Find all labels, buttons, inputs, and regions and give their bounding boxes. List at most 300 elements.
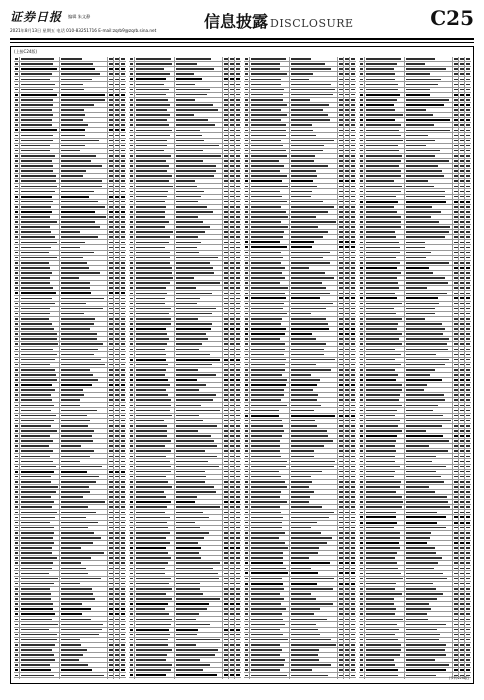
- cell-text-block: [61, 440, 93, 442]
- cell-text-block: [21, 323, 52, 325]
- table-cell: [290, 296, 338, 300]
- cell-text-block: [121, 99, 125, 101]
- cell-text-block: [291, 410, 314, 412]
- cell-text-block: [121, 675, 125, 677]
- table-cell: [120, 256, 126, 260]
- table-cell: [60, 393, 108, 397]
- cell-text-block: [224, 262, 228, 264]
- table-cell: [120, 327, 126, 331]
- table-cell: [350, 230, 356, 234]
- cell-text-block: [130, 221, 133, 223]
- cell-text-block: [15, 557, 18, 559]
- table-cell: [20, 393, 60, 397]
- cell-text-block: [339, 135, 343, 137]
- cell-text-block: [224, 343, 228, 345]
- cell-text-block: [339, 114, 343, 116]
- cell-text-block: [21, 303, 55, 305]
- cell-text-block: [15, 99, 18, 101]
- cell-text-block: [130, 104, 133, 106]
- table-cell: [20, 617, 60, 621]
- table-cell: [60, 337, 108, 341]
- cell-text-block: [136, 573, 165, 575]
- cell-text-block: [345, 175, 349, 177]
- table-cell: [175, 312, 223, 316]
- table-cell: [135, 154, 175, 158]
- table-cell: [290, 88, 338, 92]
- table-cell: [175, 225, 223, 229]
- table-cell: [120, 342, 126, 346]
- cell-text-block: [230, 619, 234, 621]
- table-cell: [250, 67, 290, 71]
- table-cell: [135, 189, 175, 193]
- table-cell: [135, 184, 175, 188]
- table-cell: [235, 577, 241, 581]
- cell-text-block: [339, 145, 343, 147]
- cell-text-block: [109, 145, 113, 147]
- cell-text-block: [230, 94, 234, 96]
- cell-text-block: [15, 629, 18, 631]
- table-cell: [350, 454, 356, 458]
- table-cell: [60, 408, 108, 412]
- cell-text-block: [136, 583, 169, 585]
- cell-text-block: [21, 405, 54, 407]
- cell-text-block: [251, 410, 279, 412]
- cell-text-block: [61, 287, 90, 289]
- table-cell: [120, 210, 126, 214]
- cell-text-block: [130, 654, 133, 656]
- table-cell: [20, 235, 60, 239]
- cell-text-block: [236, 135, 240, 137]
- cell-text-block: [136, 293, 167, 295]
- cell-text-block: [136, 160, 166, 162]
- table-cell: [235, 342, 241, 346]
- cell-text-block: [224, 216, 228, 218]
- cell-text-block: [291, 262, 330, 264]
- table-cell: [235, 358, 241, 362]
- cell-text-block: [236, 649, 240, 651]
- dateline: 2021年8月13日 星期五 电话 010-83251716 E-mail:zqrb9@zqrb.sina.net: [10, 28, 157, 33]
- table-cell: [135, 408, 175, 412]
- cell-text-block: [245, 415, 248, 417]
- cell-text-block: [230, 481, 234, 483]
- table-cell: [235, 220, 241, 224]
- table-cell: [135, 103, 175, 107]
- cell-text-block: [230, 501, 234, 503]
- table-cell: [175, 220, 223, 224]
- cell-text-block: [176, 522, 195, 524]
- cell-text-block: [130, 99, 133, 101]
- table-cell: [20, 62, 60, 66]
- cell-text-block: [230, 476, 234, 478]
- cell-text-block: [109, 211, 113, 213]
- cell-text-block: [245, 425, 248, 427]
- cell-text-block: [136, 389, 166, 391]
- table-cell: [120, 378, 126, 382]
- table-cell: [135, 368, 175, 372]
- cell-text-block: [351, 216, 355, 218]
- table-row: [129, 678, 241, 679]
- table-cell: [60, 571, 108, 575]
- cell-text-block: [21, 277, 50, 279]
- cell-text-block: [176, 374, 216, 376]
- cell-text-block: [291, 191, 312, 193]
- cell-text-block: [130, 674, 133, 676]
- table-cell: [120, 607, 126, 611]
- cell-text-block: [291, 328, 329, 330]
- cell-text-block: [61, 63, 93, 65]
- cell-text-block: [115, 445, 119, 447]
- cell-text-block: [236, 186, 240, 188]
- table-cell: [60, 118, 108, 122]
- table-cell: [60, 88, 108, 92]
- cell-text-block: [115, 114, 119, 116]
- cell-text-block: [136, 175, 172, 177]
- cell-text-block: [21, 104, 53, 106]
- cell-text-block: [15, 568, 18, 570]
- cell-text-block: [130, 669, 133, 671]
- cell-text-block: [15, 639, 18, 641]
- cell-text-block: [230, 379, 234, 381]
- cell-text-block: [130, 318, 133, 320]
- cell-text-block: [109, 369, 113, 371]
- table-cell: [175, 571, 223, 575]
- table-cell: [135, 658, 175, 662]
- cell-text-block: [224, 649, 228, 651]
- cell-text-block: [61, 354, 94, 356]
- cell-text-block: [230, 303, 234, 305]
- cell-text-block: [115, 562, 119, 564]
- cell-text-block: [21, 466, 56, 468]
- table-cell: [20, 164, 60, 168]
- cell-text-block: [224, 354, 228, 356]
- table-cell: [290, 261, 338, 265]
- cell-text-block: [291, 150, 323, 152]
- cell-text-block: [236, 333, 240, 335]
- cell-text-block: [291, 323, 328, 325]
- cell-text-block: [115, 333, 119, 335]
- cell-text-block: [176, 236, 198, 238]
- cell-text-block: [61, 170, 86, 172]
- cell-text-block: [339, 369, 343, 371]
- table-cell: [290, 72, 338, 76]
- cell-text-block: [15, 140, 18, 142]
- cell-text-block: [121, 63, 125, 65]
- table-cell: [250, 317, 290, 321]
- table-cell: [135, 521, 175, 525]
- cell-text-block: [224, 603, 228, 605]
- cell-text-block: [345, 140, 349, 142]
- cell-text-block: [251, 84, 281, 86]
- cell-text-block: [130, 420, 133, 422]
- cell-text-block: [230, 196, 234, 198]
- cell-text-block: [236, 170, 240, 172]
- table-cell: [120, 393, 126, 397]
- cell-text-block: [109, 282, 113, 284]
- table-cell: [290, 327, 338, 331]
- cell-text-block: [176, 211, 213, 213]
- cell-text-block: [224, 578, 228, 580]
- table-cell: [60, 144, 108, 148]
- table-cell: [175, 658, 223, 662]
- table-cell: [235, 465, 241, 469]
- cell-text-block: [236, 481, 240, 483]
- table-cell: [235, 582, 241, 586]
- cell-text-block: [130, 629, 133, 631]
- table-cell: [135, 403, 175, 407]
- cell-text-block: [15, 272, 18, 274]
- table-cell: [120, 470, 126, 474]
- table-cell: [175, 449, 223, 453]
- cell-text-block: [130, 78, 133, 80]
- table-cell: [235, 571, 241, 575]
- cell-text-block: [224, 430, 228, 432]
- table-cell: [120, 133, 126, 137]
- table-cell: [135, 577, 175, 581]
- table-cell: [60, 189, 108, 193]
- cell-text-block: [230, 491, 234, 493]
- table-cell: [175, 582, 223, 586]
- table-cell: [350, 444, 356, 448]
- cell-text-block: [115, 99, 119, 101]
- cell-text-block: [130, 608, 133, 610]
- table-cell: [235, 393, 241, 397]
- cell-text-block: [236, 603, 240, 605]
- cell-text-block: [245, 272, 248, 274]
- table-cell: [120, 77, 126, 81]
- table-cell: [120, 414, 126, 418]
- cell-text-block: [236, 104, 240, 106]
- cell-text-block: [21, 226, 50, 228]
- cell-text-block: [176, 186, 197, 188]
- cell-text-block: [224, 624, 228, 626]
- table-cell: [350, 82, 356, 86]
- table-cell: [20, 449, 60, 453]
- table-cell: [290, 189, 338, 193]
- table-cell: [175, 296, 223, 300]
- cell-text-block: [236, 384, 240, 386]
- table-cell: [20, 77, 60, 81]
- cell-text-block: [291, 252, 330, 254]
- cell-text-block: [291, 160, 314, 162]
- masthead: [10, 6, 474, 36]
- cell-text-block: [224, 267, 228, 269]
- cell-text-block: [224, 130, 228, 132]
- table-cell: [235, 312, 241, 316]
- table-cell: [350, 154, 356, 158]
- cell-text-block: [345, 160, 349, 162]
- cell-text-block: [109, 547, 113, 549]
- cell-text-block: [291, 425, 317, 427]
- cell-text-block: [115, 277, 119, 279]
- cell-text-block: [136, 461, 170, 463]
- table-cell: [20, 337, 60, 341]
- cell-text-block: [176, 216, 198, 218]
- table-cell: [350, 358, 356, 362]
- cell-text-block: [230, 598, 234, 600]
- cell-text-block: [121, 277, 125, 279]
- cell-text-block: [230, 522, 234, 524]
- table-cell: [235, 317, 241, 321]
- cell-text-block: [130, 226, 133, 228]
- table-cell: [120, 312, 126, 316]
- table-cell: [290, 62, 338, 66]
- table-cell: [350, 363, 356, 367]
- table-cell: [250, 449, 290, 453]
- table-cell: [175, 144, 223, 148]
- cell-text-block: [351, 354, 355, 356]
- cell-text-block: [291, 196, 311, 198]
- table-cell: [20, 419, 60, 423]
- cell-text-block: [130, 644, 133, 646]
- cell-text-block: [121, 619, 125, 621]
- cell-text-block: [109, 471, 113, 473]
- table-cell: [135, 444, 175, 448]
- cell-text-block: [61, 343, 103, 345]
- cell-text-block: [109, 608, 113, 610]
- cell-text-block: [230, 608, 234, 610]
- cell-text-block: [61, 471, 87, 473]
- cell-text-block: [345, 221, 349, 223]
- cell-text-block: [236, 160, 240, 162]
- table-cell: [235, 566, 241, 570]
- table-cell: [135, 475, 175, 479]
- cell-text-block: [251, 155, 287, 157]
- table-cell: [250, 378, 290, 382]
- cell-text-block: [245, 196, 248, 198]
- table-cell: [235, 439, 241, 443]
- table-cell: [175, 179, 223, 183]
- table-cell: [135, 139, 175, 143]
- cell-text-block: [130, 272, 133, 274]
- cell-text-block: [230, 180, 234, 182]
- cell-text-block: [236, 425, 240, 427]
- table-cell: [135, 67, 175, 71]
- table-cell: [60, 149, 108, 153]
- cell-text-block: [15, 58, 18, 60]
- cell-text-block: [345, 420, 349, 422]
- table-cell: [235, 123, 241, 127]
- cell-text-block: [109, 629, 113, 631]
- cell-text-block: [345, 211, 349, 213]
- cell-text-block: [115, 196, 119, 198]
- table-cell: [250, 256, 290, 260]
- cell-text-block: [115, 527, 119, 529]
- cell-text-block: [121, 221, 125, 223]
- cell-text-block: [115, 73, 119, 75]
- cell-text-block: [15, 129, 18, 131]
- cell-text-block: [21, 338, 57, 340]
- table-cell: [235, 429, 241, 433]
- cell-text-block: [136, 624, 171, 626]
- cell-text-block: [136, 466, 171, 468]
- cell-text-block: [15, 79, 18, 81]
- cell-text-block: [136, 99, 168, 101]
- table-cell: [250, 215, 290, 219]
- cell-text-block: [130, 374, 133, 376]
- cell-text-block: [245, 297, 248, 299]
- cell-text-block: [136, 354, 166, 356]
- cell-text-block: [251, 170, 280, 172]
- table-cell: [235, 419, 241, 423]
- cell-text-block: [224, 496, 228, 498]
- table-cell: [175, 643, 223, 647]
- cell-text-block: [130, 63, 133, 65]
- cell-text-block: [291, 241, 314, 243]
- cell-text-block: [15, 450, 18, 452]
- table-cell: [290, 266, 338, 270]
- cell-text-block: [130, 598, 133, 600]
- table-cell: [175, 668, 223, 672]
- cell-text-block: [21, 374, 56, 376]
- cell-text-block: [236, 231, 240, 233]
- cell-text-block: [121, 364, 125, 366]
- table-cell: [290, 459, 338, 463]
- cell-text-block: [251, 206, 281, 208]
- cell-text-block: [345, 73, 349, 75]
- cell-text-block: [115, 247, 119, 249]
- cell-text-block: [61, 552, 104, 554]
- cell-text-block: [21, 415, 56, 417]
- cell-text-block: [291, 216, 316, 218]
- cell-text-block: [21, 201, 53, 203]
- table-cell: [60, 358, 108, 362]
- cell-text-block: [130, 603, 133, 605]
- table-cell: [250, 128, 290, 132]
- table-cell: [60, 638, 108, 642]
- cell-text-block: [339, 445, 343, 447]
- cell-text-block: [130, 359, 133, 361]
- cell-text-block: [291, 165, 328, 167]
- cell-text-block: [136, 394, 168, 396]
- table-cell: [60, 597, 108, 601]
- table-cell: [350, 312, 356, 316]
- table-cell: [60, 653, 108, 657]
- table-cell: [60, 622, 108, 626]
- cell-text-block: [130, 506, 133, 508]
- cell-text-block: [115, 191, 119, 193]
- cell-text-block: [224, 124, 228, 126]
- cell-text-block: [109, 481, 113, 483]
- cell-text-block: [230, 568, 234, 570]
- cell-text-block: [15, 196, 18, 198]
- cell-text-block: [176, 303, 197, 305]
- cell-text-block: [136, 94, 166, 96]
- cell-text-block: [224, 593, 228, 595]
- cell-text-block: [136, 629, 169, 631]
- cell-text-block: [245, 104, 248, 106]
- cell-text-block: [351, 476, 355, 478]
- cell-text-block: [136, 405, 171, 407]
- cell-text-block: [339, 119, 343, 121]
- cell-text-block: [61, 562, 81, 564]
- table-cell: [290, 307, 338, 311]
- cell-text-block: [109, 160, 113, 162]
- cell-text-block: [176, 94, 207, 96]
- cell-text-block: [224, 180, 228, 182]
- cell-text-block: [21, 124, 52, 126]
- table-cell: [20, 256, 60, 260]
- cell-text-block: [351, 343, 355, 345]
- table-cell: [20, 307, 60, 311]
- cell-text-block: [109, 675, 113, 677]
- cell-text-block: [15, 124, 18, 126]
- cell-text-block: [224, 481, 228, 483]
- table-cell: [350, 398, 356, 402]
- table-cell: [60, 658, 108, 662]
- table-cell: [135, 612, 175, 616]
- table-cell: [290, 195, 338, 199]
- table-cell: [175, 510, 223, 514]
